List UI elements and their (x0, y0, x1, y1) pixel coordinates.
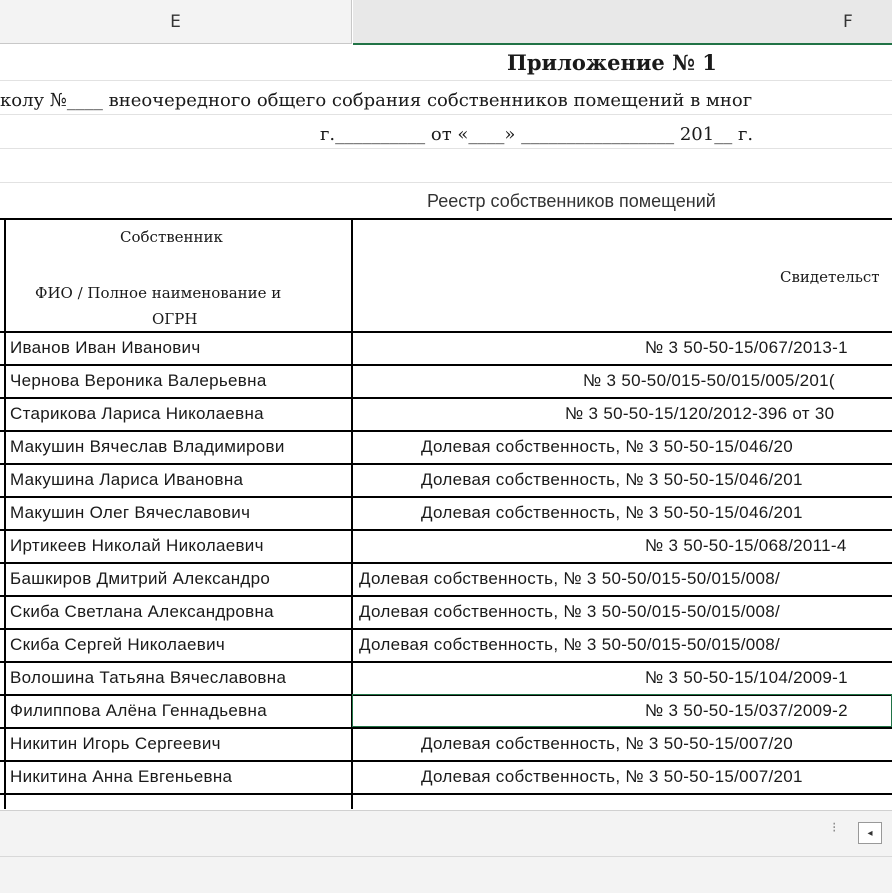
certificate-cell[interactable]: № 3 50-50-15/068/2011-4 (645, 536, 847, 555)
splitter-handle-icon[interactable]: ⁝ (832, 820, 837, 836)
owner-name-cell[interactable]: Макушин Олег Вячеславович (10, 503, 251, 522)
owner-name-cell[interactable]: Никитина Анна Евгеньевна (10, 767, 233, 786)
table-top-border (0, 218, 892, 220)
certificate-cell[interactable]: № 3 50-50-15/120/2012-396 от 30 (565, 404, 835, 423)
status-bar-divider (0, 856, 892, 857)
table-row (0, 529, 892, 562)
table-row (0, 562, 892, 595)
header-owner-ogrn[interactable]: ОГРН (152, 310, 198, 328)
certificate-cell[interactable]: Долевая собственность, № 3 50-50/015-50/015/008/ (359, 569, 781, 588)
owner-name-cell[interactable]: Макушин Вячеслав Владимирови (10, 437, 285, 456)
table-row (0, 397, 892, 430)
certificate-cell[interactable]: Долевая собственность, № 3 50-50-15/046/201 (421, 470, 803, 489)
table-row (0, 331, 892, 364)
column-header-f[interactable]: F (353, 0, 892, 45)
owner-name-cell[interactable]: Филиппова Алёна Геннадьевна (10, 701, 267, 720)
owner-name-cell[interactable]: Старикова Лариса Николаевна (10, 404, 264, 423)
date-line: г.__________ от «____» _________________ 201__ г. (320, 124, 754, 145)
gridline (0, 80, 892, 81)
table-row (0, 661, 892, 694)
table-row (0, 463, 892, 496)
table-row (0, 760, 892, 795)
owner-name-cell[interactable]: Иртикеев Николай Николаевич (10, 536, 264, 555)
owner-name-cell[interactable]: Башкиров Дмитрий Александро (10, 569, 271, 588)
table-row (0, 727, 892, 760)
certificate-cell[interactable]: № 3 50-50-15/037/2009-2 (645, 701, 848, 720)
certificate-cell[interactable]: Долевая собственность, № 3 50-50-15/046/201 (421, 503, 803, 522)
certificate-cell[interactable]: № 3 50-50-15/067/2013-1 (645, 338, 848, 357)
gridline (0, 114, 892, 115)
table-row (0, 496, 892, 529)
header-owner[interactable]: Собственник (120, 228, 223, 246)
gridline (0, 148, 892, 149)
column-header-e[interactable]: E (0, 0, 352, 44)
certificate-cell[interactable]: Долевая собственность, № 3 50-50-15/046/20 (421, 437, 793, 456)
certificate-cell[interactable]: № 3 50-50-15/104/2009-1 (645, 668, 848, 687)
sheet-tab-bar (0, 810, 892, 893)
protocol-line: колу №____ внеочередного общего собрания собственников помещений в мног (0, 90, 753, 111)
scroll-left-button[interactable] (858, 822, 882, 844)
table-row-selected (0, 694, 892, 727)
arrow-left-icon: ◂ (867, 827, 873, 839)
owner-name-cell[interactable]: Волошина Татьяна Вячеславовна (10, 668, 287, 687)
owner-name-cell[interactable]: Скиба Сергей Николаевич (10, 635, 226, 654)
table-row (0, 430, 892, 463)
owner-name-cell[interactable]: Скиба Светлана Александровна (10, 602, 274, 621)
register-title: Реестр собственников помещений (427, 191, 716, 211)
owner-name-cell[interactable]: Никитин Игорь Сергеевич (10, 734, 221, 753)
owner-name-cell[interactable]: Чернова Вероника Валерьевна (10, 371, 267, 390)
table-row (0, 364, 892, 397)
owner-name-cell[interactable]: Иванов Иван Иванович (10, 338, 201, 357)
certificate-cell[interactable]: Долевая собственность, № 3 50-50-15/007/20 (421, 734, 793, 753)
certificate-cell[interactable]: № 3 50-50/015-50/015/005/201( (583, 371, 835, 390)
owners-table-body (0, 331, 892, 795)
certificate-cell[interactable]: Долевая собственность, № 3 50-50-15/007/201 (421, 767, 803, 786)
table-row (0, 628, 892, 661)
table-row (0, 595, 892, 628)
header-certificate[interactable]: Свидетельст (780, 268, 880, 286)
document-title: Приложение № 1 (507, 50, 717, 75)
certificate-cell[interactable]: Долевая собственность, № 3 50-50/015-50/015/008/ (359, 635, 781, 654)
certificate-cell[interactable]: Долевая собственность, № 3 50-50/015-50/015/008/ (359, 602, 781, 621)
owner-name-cell[interactable]: Макушина Лариса Ивановна (10, 470, 244, 489)
header-owner-fio[interactable]: ФИО / Полное наименование и (35, 284, 282, 302)
gridline (0, 182, 892, 183)
